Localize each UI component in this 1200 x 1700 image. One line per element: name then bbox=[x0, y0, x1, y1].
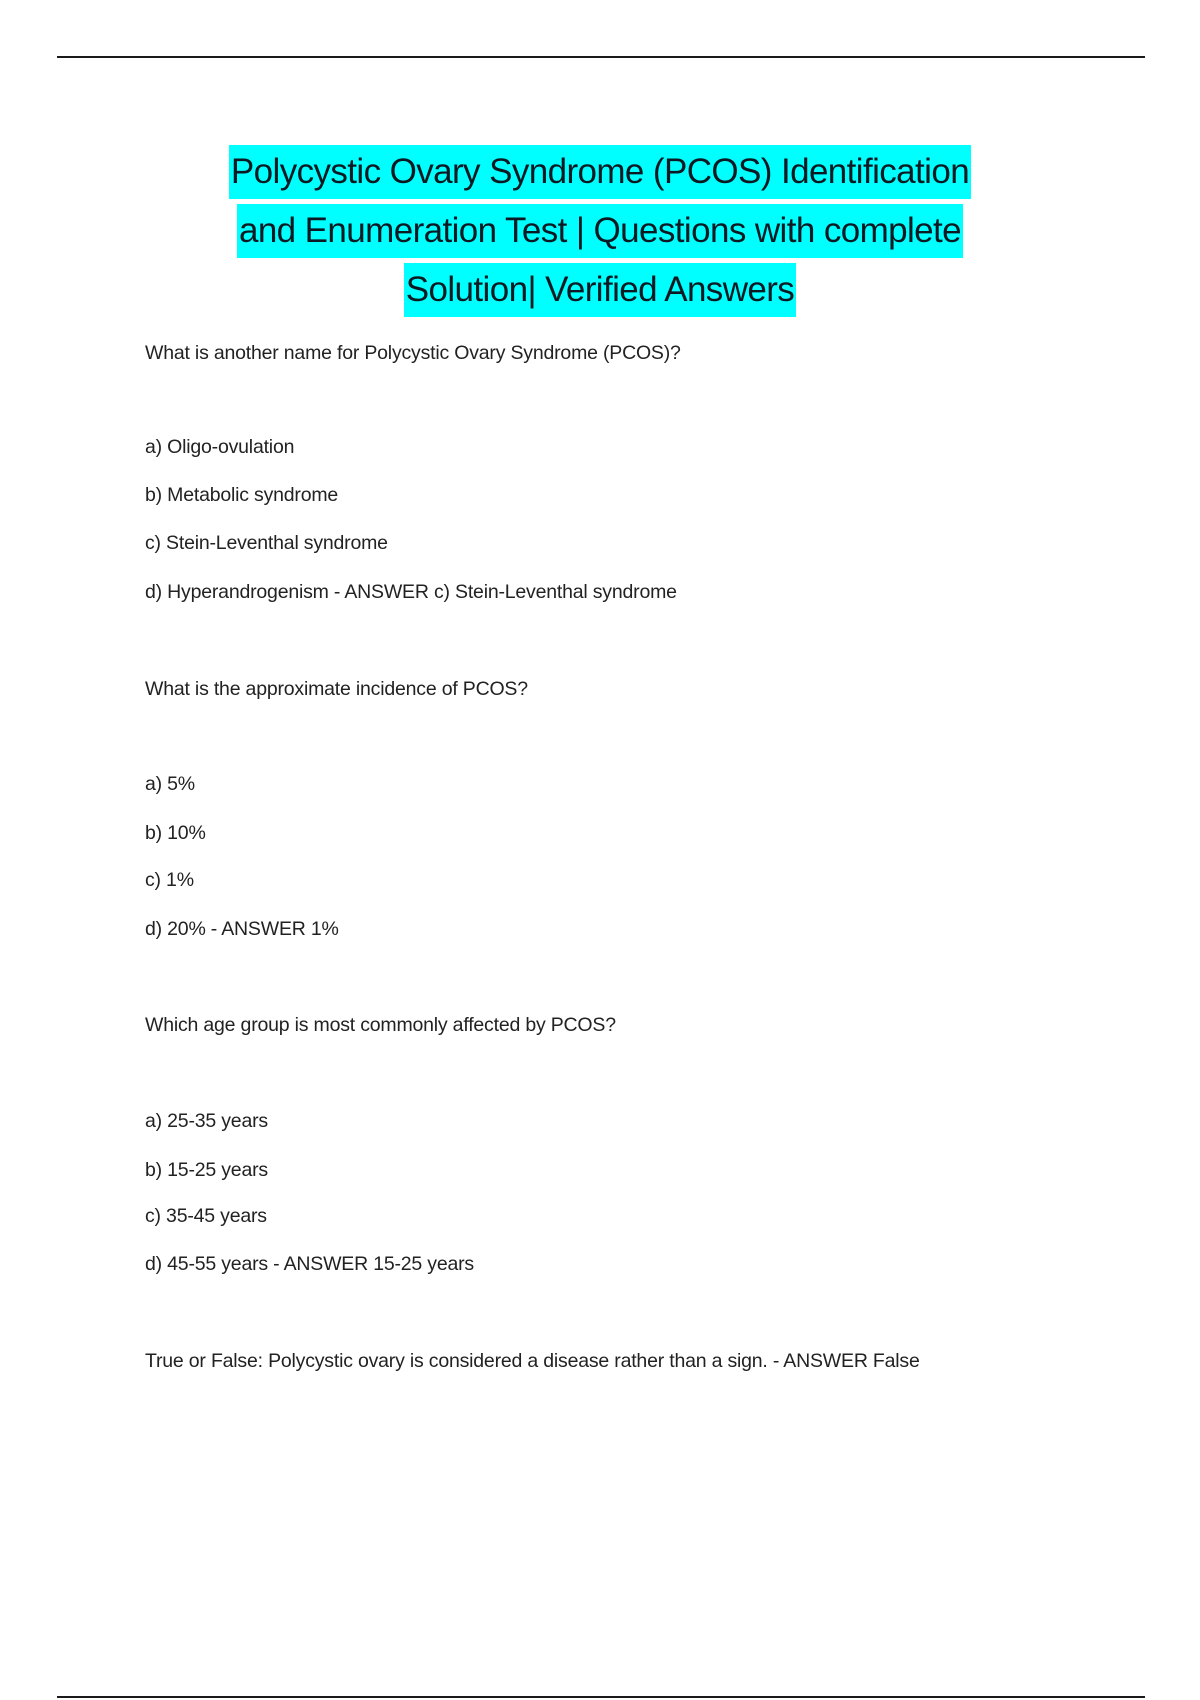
question-1-prompt: What is another name for Polycystic Ovary Syndrome (PCOS)? bbox=[145, 342, 681, 364]
document-title bbox=[0, 145, 1200, 322]
title-line-2 bbox=[0, 204, 1200, 263]
question-3-option-c: c) 35-45 years bbox=[145, 1205, 267, 1227]
question-3-option-d-answer: d) 45-55 years - ANSWER 15-25 years bbox=[145, 1253, 474, 1275]
question-3-prompt: Which age group is most commonly affected by PCOS? bbox=[145, 1014, 616, 1036]
question-2-option-d-answer: d) 20% - ANSWER 1% bbox=[145, 918, 339, 940]
title-line-2-text: and Enumeration Test | Questions with complete bbox=[237, 204, 963, 258]
title-line-3-text: Solution| Verified Answers bbox=[404, 263, 796, 317]
footer-rule bbox=[57, 1696, 1145, 1698]
question-2-option-c: c) 1% bbox=[145, 869, 194, 891]
question-2-prompt: What is the approximate incidence of PCOS? bbox=[145, 678, 528, 700]
question-3-option-b: b) 15-25 years bbox=[145, 1159, 268, 1181]
question-2-option-a: a) 5% bbox=[145, 773, 195, 795]
question-1-option-a: a) Oligo-ovulation bbox=[145, 436, 295, 458]
header-rule bbox=[57, 56, 1145, 58]
title-line-3 bbox=[0, 263, 1200, 322]
title-line-1 bbox=[0, 145, 1200, 204]
question-4-true-false: True or False: Polycystic ovary is considered a disease rather than a sign. - ANSWER False bbox=[145, 1350, 920, 1372]
title-line-1-text: Polycystic Ovary Syndrome (PCOS) Identification bbox=[229, 145, 971, 199]
question-1-option-d-answer: d) Hyperandrogenism - ANSWER c) Stein-Leventhal syndrome bbox=[145, 581, 677, 603]
question-2-option-b: b) 10% bbox=[145, 822, 206, 844]
question-1-option-c: c) Stein-Leventhal syndrome bbox=[145, 532, 388, 554]
question-1-option-b: b) Metabolic syndrome bbox=[145, 484, 339, 506]
question-3-option-a: a) 25-35 years bbox=[145, 1110, 268, 1132]
